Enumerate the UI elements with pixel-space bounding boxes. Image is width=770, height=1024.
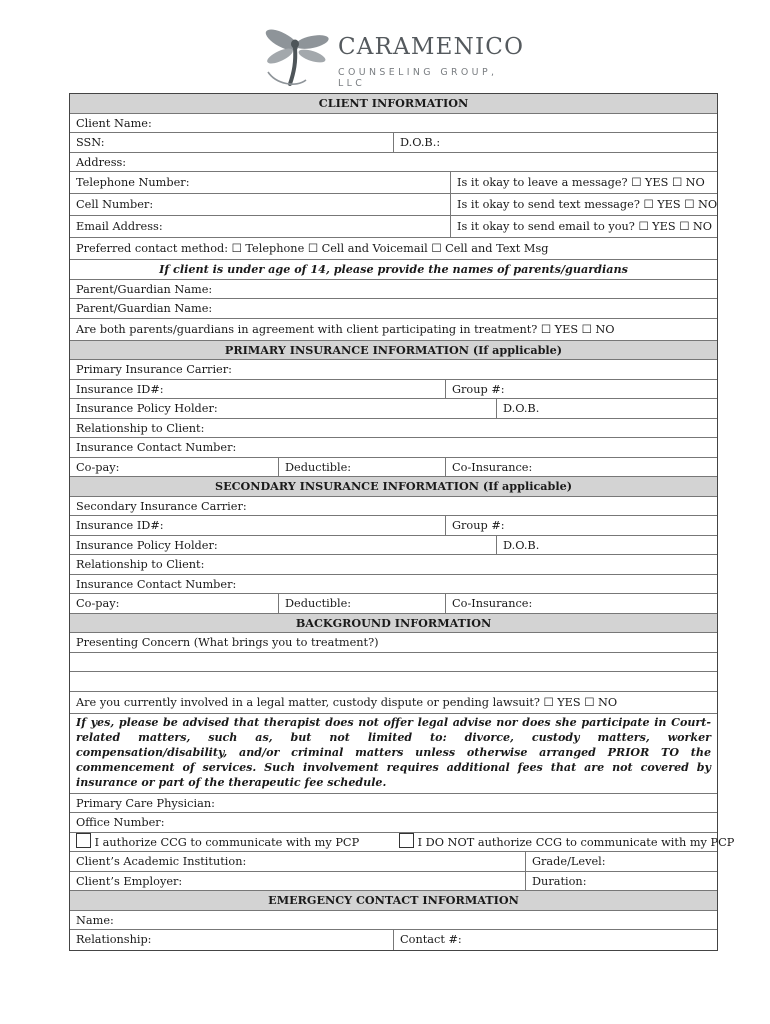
ssn-row (70, 133, 717, 153)
primary-carrier-row (70, 360, 717, 380)
secondary-relationship-row (70, 555, 717, 575)
emergency-contact-number-field[interactable]: Contact #: (393, 930, 717, 950)
guardian-note: If client is under age of 14, please provide the names of parents/guardians (70, 260, 717, 280)
primary-deductible-field[interactable]: Deductible: (278, 458, 445, 477)
office-number-field[interactable]: Office Number: (76, 816, 165, 830)
section-background: BACKGROUND INFORMATION (70, 614, 717, 634)
secondary-deductible-field[interactable]: Deductible: (278, 594, 445, 613)
presenting-concern-answer-1[interactable] (70, 653, 717, 673)
section-client-information: CLIENT INFORMATION (70, 94, 717, 114)
section-secondary-insurance: SECONDARY INSURANCE INFORMATION (If applicable) (70, 477, 717, 497)
not-authorize-pcp-option[interactable] (393, 833, 735, 852)
section-emergency-contact: EMERGENCY CONTACT INFORMATION (70, 891, 717, 911)
presenting-concern-answer-2[interactable] (70, 672, 717, 692)
primary-care-physician-field[interactable]: Primary Care Physician: (76, 796, 215, 810)
presenting-concern-label: Presenting Concern (What brings you to treatment?) (76, 636, 379, 649)
pcp-authorization-row (70, 833, 735, 853)
academic-institution-field[interactable]: Client’s Academic Institution: (76, 855, 247, 869)
email-field[interactable]: Email Address: (76, 220, 163, 233)
company-logo (262, 26, 525, 89)
authorize-label: I authorize CCG to communicate with my PCP (94, 835, 360, 849)
secondary-costs-row (70, 594, 717, 614)
authorize-pcp-option[interactable] (70, 833, 393, 852)
primary-group-field[interactable]: Group #: (445, 380, 717, 399)
presenting-concern-row (70, 633, 717, 653)
primary-relationship-row (70, 419, 717, 439)
primary-holder-row (70, 399, 717, 419)
guardian-row-1 (70, 280, 717, 300)
academic-row (70, 852, 717, 872)
client-name-row (70, 114, 717, 134)
secondary-insurance-id-field[interactable]: Insurance ID#: (76, 519, 164, 532)
cell-row (70, 194, 717, 216)
brand-tagline: COUNSELING GROUP, LLC (338, 67, 498, 89)
primary-contact-number-field[interactable]: Insurance Contact Number: (76, 441, 237, 454)
primary-policy-holder-field[interactable]: Insurance Policy Holder: (76, 402, 218, 415)
guardian-row-2 (70, 299, 717, 319)
secondary-holder-dob-field[interactable]: D.O.B. (496, 536, 717, 555)
secondary-policy-holder-field[interactable]: Insurance Policy Holder: (76, 538, 218, 552)
primary-coinsurance-field[interactable]: Co-Insurance: (445, 458, 717, 477)
cell-number-field[interactable]: Cell Number: (76, 198, 154, 211)
authorize-checkbox[interactable] (76, 833, 91, 848)
telephone-field[interactable]: Telephone Number: (76, 176, 190, 189)
legal-advisory-text: If yes, please be advised that therapist does not offer legal advise nor does she participate in Court-related matters, such as, but not limited to: divorce, custody matters, worker compensation/disability, and/or criminal matters unless otherwise arranged PRIOR TO the commencement of services. Such involvement requires additional fees that are not covered by insurance or part of the therapeutic fee schedule. (70, 714, 717, 794)
office-number-row (70, 813, 717, 833)
secondary-contact-number-field[interactable]: Insurance Contact Number: (76, 577, 237, 591)
primary-copay-field[interactable]: Co-pay: (76, 460, 120, 474)
duration-field[interactable]: Duration: (525, 872, 717, 891)
primary-relationship-field[interactable]: Relationship to Client: (76, 421, 205, 435)
emergency-relationship-row (70, 930, 717, 950)
section-primary-insurance: PRIMARY INSURANCE INFORMATION (If applicable) (70, 341, 717, 361)
client-name-field[interactable]: Client Name: (76, 116, 152, 130)
emergency-name-field[interactable]: Name: (76, 913, 114, 927)
send-text-option[interactable]: Is it okay to send text message? ☐ YES ☐ NO (450, 194, 717, 215)
employer-row (70, 872, 717, 892)
guardian-name-field-2[interactable]: Parent/Guardian Name: (76, 302, 213, 315)
send-email-option[interactable]: Is it okay to send email to you? ☐ YES ☐ NO (450, 216, 717, 237)
brand-name: CARAMENICO (338, 34, 525, 60)
secondary-carrier-row (70, 497, 717, 517)
legal-matter-options[interactable]: Are you currently involved in a legal matter, custody dispute or pending lawsuit? ☐ YES ☐ NO (76, 695, 618, 709)
primary-id-row (70, 380, 717, 400)
secondary-carrier-field[interactable]: Secondary Insurance Carrier: (76, 499, 247, 513)
dragonfly-icon (262, 26, 334, 88)
primary-contact-row (70, 438, 717, 458)
not-authorize-checkbox[interactable] (399, 833, 414, 848)
guardian-agreement-row (70, 319, 717, 341)
primary-costs-row (70, 458, 717, 478)
secondary-holder-row (70, 536, 717, 556)
not-authorize-label: I DO NOT authorize CCG to communicate with my PCP (417, 835, 735, 849)
legal-matter-row (70, 692, 717, 714)
physician-row (70, 794, 717, 814)
client-dob-field[interactable]: D.O.B.: (393, 133, 717, 152)
secondary-id-row (70, 516, 717, 536)
emergency-relationship-field[interactable]: Relationship: (76, 933, 152, 947)
secondary-copay-field[interactable]: Co-pay: (76, 597, 120, 610)
leave-message-option[interactable]: Is it okay to leave a message? ☐ YES ☐ NO (450, 172, 717, 193)
guardian-name-field-1[interactable]: Parent/Guardian Name: (76, 282, 213, 296)
employer-field[interactable]: Client’s Employer: (76, 874, 183, 888)
telephone-row (70, 172, 717, 194)
ssn-field[interactable]: SSN: (76, 136, 105, 149)
secondary-relationship-field[interactable]: Relationship to Client: (76, 558, 205, 571)
guardian-agreement-options[interactable]: Are both parents/guardians in agreement with client participating in treatment? ☐ YES ☐ NO (76, 322, 615, 336)
secondary-contact-row (70, 575, 717, 595)
preferred-contact-row (70, 238, 717, 260)
email-row (70, 216, 717, 238)
primary-insurance-id-field[interactable]: Insurance ID#: (76, 382, 164, 396)
intake-form (69, 93, 735, 951)
primary-holder-dob-field[interactable]: D.O.B. (496, 399, 717, 418)
grade-level-field[interactable]: Grade/Level: (525, 852, 717, 871)
primary-carrier-field[interactable]: Primary Insurance Carrier: (76, 363, 232, 376)
secondary-coinsurance-field[interactable]: Co-Insurance: (445, 594, 717, 613)
address-row (70, 153, 717, 173)
emergency-name-row (70, 911, 717, 931)
address-field[interactable]: Address: (76, 155, 127, 169)
preferred-contact-options[interactable]: Preferred contact method: ☐ Telephone ☐ Cell and Voicemail ☐ Cell and Text Msg (76, 242, 549, 255)
secondary-group-field[interactable]: Group #: (445, 516, 717, 535)
